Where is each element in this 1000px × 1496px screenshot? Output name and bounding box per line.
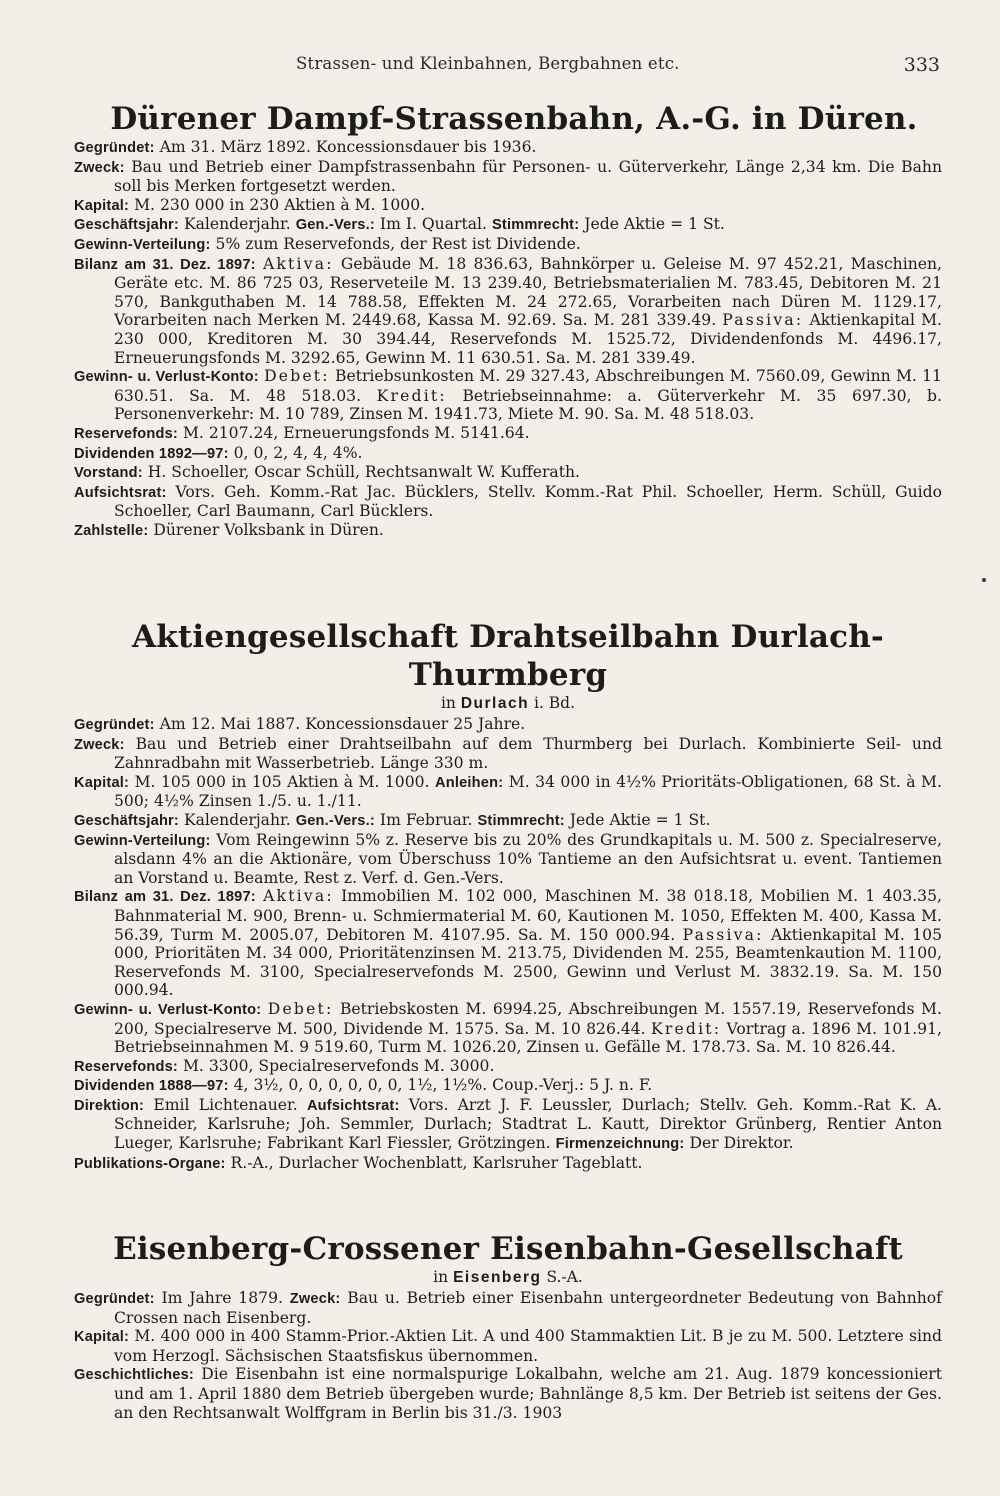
entry-text: M. 34 000 in 4½% Prioritäts-Obligationen, 68 St. à M. 500; 4½% Zinsen 1./5. u. 1./11. bbox=[114, 772, 942, 811]
entry-label: Zweck: bbox=[74, 736, 125, 753]
print-speck bbox=[982, 578, 986, 582]
entry-text: 5% zum Reservefonds, der Rest ist Dividende. bbox=[215, 234, 581, 253]
entry-label: Gen.-Vers.: bbox=[295, 812, 375, 829]
keyword-debet: Debet: bbox=[267, 999, 334, 1018]
entry-label: Gegründet: bbox=[74, 140, 155, 156]
entry-label: Kapital: bbox=[74, 197, 130, 214]
entry-bilanz bbox=[74, 255, 942, 368]
entry-text: H. Schoeller, Oscar Schüll, Rechtsanwalt W. Kufferath. bbox=[147, 463, 580, 482]
entry-text: Betriebskosten M. 6994.25, Abschreibungen M. 1557.19, Reservefonds M. 200, Specialreserve M. 500, Dividende M. 1575. Sa. M. 10 826.44. bbox=[114, 999, 942, 1038]
section-title: Dürener Dampf-Strassenbahn, A.-G. in Düren. bbox=[110, 101, 918, 137]
entry-text: Im Jahre 1879. bbox=[161, 1289, 283, 1307]
entry-label: Geschichtliches: bbox=[74, 1367, 194, 1384]
entry-gegruendet bbox=[74, 715, 942, 735]
entry-dividenden bbox=[74, 1076, 942, 1096]
entry-text: Vors. Arzt J. F. Leussler, Durlach; Stellv. Geh. Komm.-Rat K. A. Schneider, Karlsruhe; Joh. Semmler, Durlach; Stadtrat L. Kautt, Direktor Grünberg, Rentier Anton Lueger, Karlsruhe; Fabrikant Karl Fiessler, Grötzingen. bbox=[114, 1095, 942, 1153]
entry-text: Gebäude M. 18 836.63, Bahnkörper u. Geleise M. 97 452.21, Maschinen, Geräte etc. M. 86 725 03, Reserveteile M. 13 239.40, Betriebsmaterialien M. 783.45, Debitoren M. 21 570, Bankguthaben M. 14 788.58, Effekten M. 24 272.65, Vorarbeiten nach Düren M. 1129.17, Vorarbeiten nach Merken M. 2449.68, Kassa M. 92.69. Sa. M. 281 339.49. bbox=[114, 254, 942, 330]
entry-kapital bbox=[74, 1327, 942, 1365]
company-entry-durlach bbox=[74, 618, 942, 1173]
entry-label: Kapital: bbox=[74, 1329, 130, 1346]
entry-text: M. 400 000 in 400 Stamm-Prior.-Aktien Lit. A und 400 Stammaktien Lit. B je zu M. 500. Letztere sind vom Herzogl. Sächsischen Staatsfiskus übernommen. bbox=[114, 1327, 942, 1365]
entry-text: Bau und Betrieb einer Dampfstrassenbahn für Personen- u. Güterverkehr, Länge 2,34 km. Die Bahn soll bis Merken fortgesetzt werden. bbox=[114, 157, 942, 196]
subtitle-place: Durlach bbox=[460, 695, 530, 712]
entry-gegruendet bbox=[74, 138, 942, 158]
entry-label: Anleihen: bbox=[434, 774, 504, 791]
entry-kapital bbox=[74, 196, 942, 216]
entry-label: Gen.-Vers.: bbox=[295, 217, 375, 234]
entry-label: Gegründet: bbox=[74, 1291, 155, 1307]
entry-text: M. 2107.24, Erneuerungsfonds M. 5141.64. bbox=[182, 423, 530, 442]
entry-text: M. 230 000 in 230 Aktien à M. 1000. bbox=[134, 195, 426, 214]
section-subtitle bbox=[74, 694, 942, 713]
entry-text: Der Direktor. bbox=[689, 1134, 794, 1153]
entry-aufsichtsrat bbox=[74, 483, 942, 521]
running-title: Strassen- und Kleinbahnen, Bergbahnen etc. bbox=[296, 54, 680, 73]
entry-text: Die Eisenbahn ist eine normalspurige Lokalbahn, welche am 21. Aug. 1879 koncessioniert und am 1. April 1880 dem Betrieb übergeben wurde; Bahnlänge 8,5 km. Der Betrieb ist seitens der Ges. an den Rechtsanwalt Wolffgram in Berlin bis 31./3. 1903 bbox=[114, 1365, 942, 1422]
entry-label: Geschäftsjahr: bbox=[74, 217, 179, 234]
keyword-aktiva: Aktiva: bbox=[262, 254, 334, 273]
entry-label: Zweck: bbox=[289, 1291, 341, 1307]
entry-zweck bbox=[74, 735, 942, 773]
entry-text: Kalenderjahr. bbox=[183, 215, 291, 234]
entry-text: Betriebsunkosten M. 29 327.43, Abschreibungen M. 7560.09, Gewinn M. 11 630.51. Sa. M. 48 518.03. bbox=[114, 367, 942, 405]
entry-bilanz bbox=[74, 887, 942, 1000]
entry-text: Im Februar. bbox=[379, 810, 473, 829]
entry-label: Gegründet: bbox=[74, 717, 155, 733]
entry-label: Aufsichtsrat: bbox=[306, 1097, 400, 1114]
entry-reservefonds bbox=[74, 1057, 942, 1077]
entry-label: Kapital: bbox=[74, 774, 130, 791]
entry-text: M. 3300, Specialreservefonds M. 3000. bbox=[182, 1056, 495, 1075]
entry-text: Vortrag a. 1896 M. 101.91, Betriebseinnahmen M. 9 519.60, Turm M. 1026.20, Zinsen u. Gefälle M. 178.73. Sa. M. 10 826.44. bbox=[114, 1019, 942, 1057]
company-entry-eisenberg bbox=[74, 1230, 942, 1422]
entry-publikations-organe bbox=[74, 1154, 942, 1174]
entry-vorstand bbox=[74, 463, 942, 483]
entry-label: Zahlstelle: bbox=[74, 522, 149, 539]
entry-text: Vom Reingewinn 5% z. Reserve bis zu 20% des Grundkapitals u. M. 500 z. Specialreserve, alsdann 4% an die Aktionäre, vom Überschuss 10% Tantieme an den Aufsichtsrat u. event. Tantiemen an Vorstand u. Beamte, Rest z. Verf. d. Gen.-Vers. bbox=[114, 830, 942, 887]
entry-geschichtliches bbox=[74, 1365, 942, 1422]
keyword-passiva: Passiva: bbox=[722, 311, 804, 330]
running-header bbox=[0, 54, 1000, 80]
keyword-kredit: Kredit: bbox=[376, 386, 447, 405]
entry-direktion bbox=[74, 1096, 942, 1154]
entry-label: Reservefonds: bbox=[74, 425, 178, 442]
entry-geschaeftsjahr bbox=[74, 811, 942, 831]
entry-text: Jede Aktie = 1 St. bbox=[584, 215, 725, 234]
keyword-passiva: Passiva: bbox=[682, 925, 764, 944]
entry-zweck bbox=[74, 158, 942, 196]
entry-text: 4, 3½, 0, 0, 0, 0, 0, 0, 1½, 1½%. Coup.-Verj.: 5 J. n. F. bbox=[233, 1076, 653, 1095]
entry-dividenden bbox=[74, 444, 942, 464]
entry-label: Reservefonds: bbox=[74, 1058, 178, 1075]
entry-label: Gewinn-Verteilung: bbox=[74, 832, 211, 849]
entry-text: Im I. Quartal. bbox=[379, 215, 487, 234]
section-title: Eisenberg-Crossener Eisenbahn-Gesellschaft bbox=[113, 1231, 903, 1267]
entry-text: Dürener Volksbank in Düren. bbox=[153, 520, 384, 539]
entry-label: Dividenden 1888—97: bbox=[74, 1078, 229, 1095]
entry-label: Publikations-Organe: bbox=[74, 1155, 226, 1172]
keyword-debet: Debet: bbox=[264, 367, 330, 386]
keyword-aktiva: Aktiva: bbox=[263, 887, 334, 906]
entry-label: Gewinn- u. Verlust-Konto: bbox=[74, 369, 259, 386]
subtitle-prefix: in bbox=[433, 1268, 449, 1286]
subtitle-suffix: i. Bd. bbox=[533, 694, 576, 712]
entry-text: Kalenderjahr. bbox=[183, 810, 291, 829]
entry-text: 0, 0, 2, 4, 4, 4%. bbox=[233, 443, 363, 462]
entry-text: Jede Aktie = 1 St. bbox=[569, 810, 711, 829]
entry-zahlstelle bbox=[74, 521, 942, 541]
entry-label: Aufsichtsrat: bbox=[74, 484, 167, 501]
entry-text: Aktienkapital M. 105 000, Prioritäten M. 34 000, Prioritätenzinsen M. 213.75, Dividenden M. 255, Beamtenkaution M. 1100, Reservefonds M. 3100, Specialreservefonds M. 2500, Gewinn und Verlust M. 3832.19. Sa. M. 150 000.94. bbox=[114, 925, 943, 1000]
entry-gewinn-verlust-konto bbox=[74, 367, 942, 424]
entry-label: Vorstand: bbox=[74, 465, 143, 482]
entry-label: Gewinn- u. Verlust-Konto: bbox=[74, 1001, 262, 1018]
entry-label: Bilanz am 31. Dez. 1897: bbox=[74, 889, 256, 906]
company-entry-dueren bbox=[74, 100, 942, 540]
entry-text: Betriebseinnahme: a. Güterverkehr M. 35 697.30, b. Personenverkehr: M. 10 789, Zinsen M. 1941.73, Miete M. 90. Sa. M. 48 518.03. bbox=[114, 386, 942, 424]
entry-geschaeftsjahr bbox=[74, 215, 942, 235]
entry-gewinn-verteilung bbox=[74, 831, 942, 888]
entry-text: Vors. Geh. Komm.-Rat Jac. Bücklers, Stellv. Komm.-Rat Phil. Schoeller, Herm. Schüll, Guido Schoeller, Carl Baumann, Carl Bücklers. bbox=[114, 482, 942, 521]
entry-gegruendet bbox=[74, 1289, 942, 1327]
entry-text: Am 12. Mai 1887. Koncessionsdauer 25 Jahre. bbox=[159, 715, 526, 733]
subtitle-prefix: in bbox=[440, 694, 456, 712]
entry-text: Immobilien M. 102 000, Maschinen M. 38 018.18, Mobilien M. 1 403.35, Bahnmaterial M. 900, Brenn- u. Schmiermaterial M. 60, Kautionen M. 1050, Effekten M. 400, Kassa M. 56.39, Turm M. 2005.07, Debitoren M. 4107.95. Sa. M. 150 000.94. bbox=[114, 887, 942, 944]
section-subtitle bbox=[74, 1268, 942, 1287]
entry-text: R.-A., Durlacher Wochenblatt, Karlsruher Tageblatt. bbox=[230, 1153, 643, 1172]
entry-text: Aktienkapital M. 230 000, Kreditoren M. 30 394.44, Reservefonds M. 1525.72, Dividendenfonds M. 4496.17, Erneuerungsfonds M. 3292.65, Gewinn M. 11 630.51. Sa. M. 281 339.49. bbox=[114, 311, 942, 367]
section-title: Aktiengesellschaft Drahtseilbahn Durlach-Thurmberg bbox=[131, 619, 885, 693]
entry-text: Bau u. Betrieb einer Eisenbahn untergeordneter Bedeutung von Bahnhof Crossen nach Eisenberg. bbox=[114, 1289, 942, 1327]
entry-gewinn-verlust-konto bbox=[74, 1000, 942, 1057]
entry-label: Stimmrecht: bbox=[477, 812, 565, 829]
entry-kapital bbox=[74, 773, 942, 811]
entry-label: Bilanz am 31. Dez. 1897: bbox=[74, 256, 256, 273]
entry-text: Bau und Betrieb einer Drahtseilbahn auf dem Thurmberg bei Durlach. Kombinierte Seil- und Zahnradbahn mit Wasserbetrieb. Länge 330 m. bbox=[114, 734, 942, 773]
entry-label: Gewinn-Verteilung: bbox=[74, 236, 211, 253]
subtitle-suffix: S.-A. bbox=[546, 1268, 583, 1286]
entry-text: Emil Lichtenauer. bbox=[153, 1095, 298, 1114]
entry-reservefonds bbox=[74, 424, 942, 444]
entry-text: M. 105 000 in 105 Aktien à M. 1000. bbox=[134, 772, 430, 791]
keyword-kredit: Kredit: bbox=[650, 1019, 722, 1038]
entry-label: Direktion: bbox=[74, 1097, 145, 1114]
entry-label: Zweck: bbox=[74, 159, 125, 176]
subtitle-place: Eisenberg bbox=[453, 1269, 542, 1286]
entry-gewinn-verteilung bbox=[74, 235, 942, 255]
entry-label: Stimmrecht: bbox=[491, 217, 580, 234]
entry-label: Firmenzeichnung: bbox=[555, 1136, 685, 1153]
page-number: 333 bbox=[903, 54, 940, 76]
entry-label: Geschäftsjahr: bbox=[74, 812, 179, 829]
entry-text: Am 31. März 1892. Koncessionsdauer bis 1936. bbox=[159, 138, 537, 156]
entry-label: Dividenden 1892—97: bbox=[74, 445, 229, 462]
